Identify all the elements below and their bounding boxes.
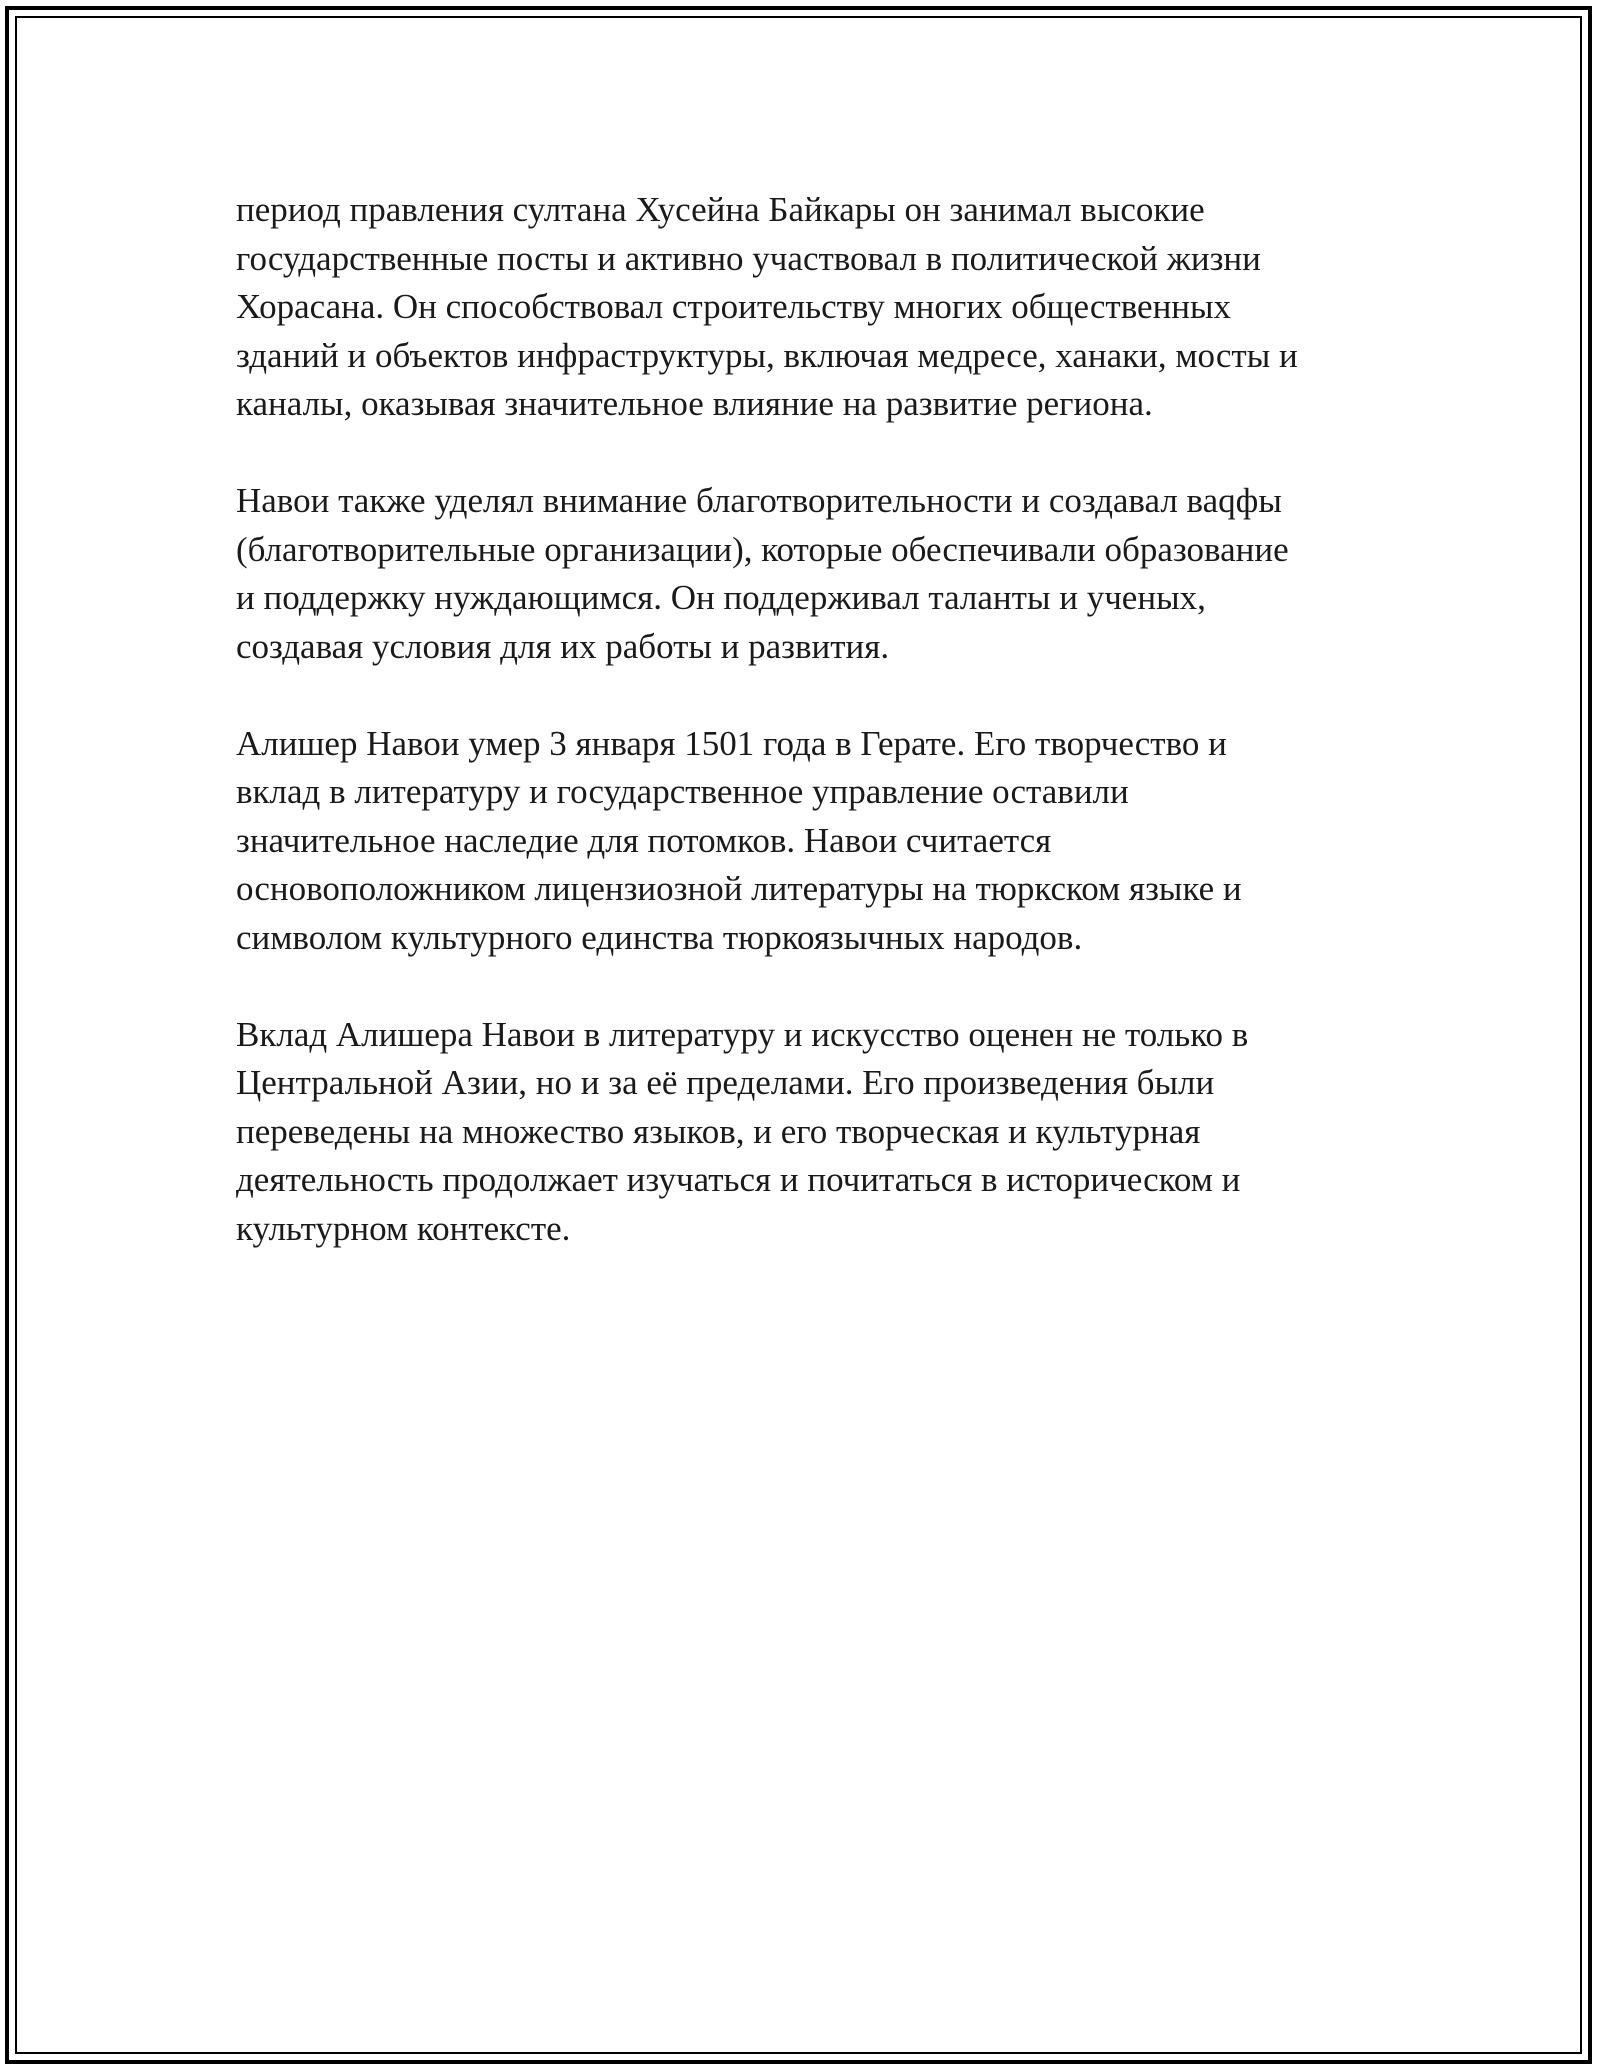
paragraph-death-legacy xyxy=(236,720,1416,963)
text-line: значительное наследие для потомков. Навои считается xyxy=(236,820,1052,860)
text-line: основоположником лицензиозной литературы на тюркском языке и xyxy=(236,869,1242,908)
text-line: (благотворительные организации), которые обеспечивали образование xyxy=(236,529,1289,569)
text-line: Вклад Алишера Навои в литературу и искусство оценен не только в xyxy=(236,1014,1249,1054)
text-line: Алишер Навои умер 3 января 1501 года в Герате. Его творчество и xyxy=(236,723,1227,763)
text-line: каналы, оказывая значительное влияние на развитие региона. xyxy=(236,384,1153,423)
text-line: создавая условия для их работы и развития. xyxy=(236,626,890,666)
text-line: Хорасана. Он способствовал строительству многих общественных xyxy=(236,287,1232,326)
paragraph-contribution xyxy=(236,1011,1416,1254)
text-line: и поддержку нуждающимся. Он поддерживал таланты и ученых, xyxy=(236,578,1206,617)
text-line: деятельность продолжает изучаться и почитаться в историческом и xyxy=(236,1160,1241,1199)
text-line: Навои также уделял внимание благотворительности и создавал ваqфы xyxy=(236,481,1282,520)
text-line: культурном контексте. xyxy=(236,1208,571,1248)
text-line: вклад в литературу и государственное управление оставили xyxy=(236,772,1129,811)
text-line: Центральной Азии, но и за её пределами. Его произведения были xyxy=(236,1063,1215,1102)
text-line: период правления султана Хусейна Байкары он занимал высокие xyxy=(236,190,1205,229)
document-body xyxy=(236,186,1416,1302)
paragraph-charity xyxy=(236,477,1416,671)
text-line: переведены на множество языков, и его творческая и культурная xyxy=(236,1111,1201,1151)
text-line: символом культурного единства тюркоязычных народов. xyxy=(236,917,1083,957)
text-line: зданий и объектов инфраструктуры, включая медресе, ханаки, мосты и xyxy=(236,335,1298,375)
paragraph-government-service xyxy=(236,186,1416,429)
text-line: государственные посты и активно участвовал в политической жизни xyxy=(236,238,1261,278)
